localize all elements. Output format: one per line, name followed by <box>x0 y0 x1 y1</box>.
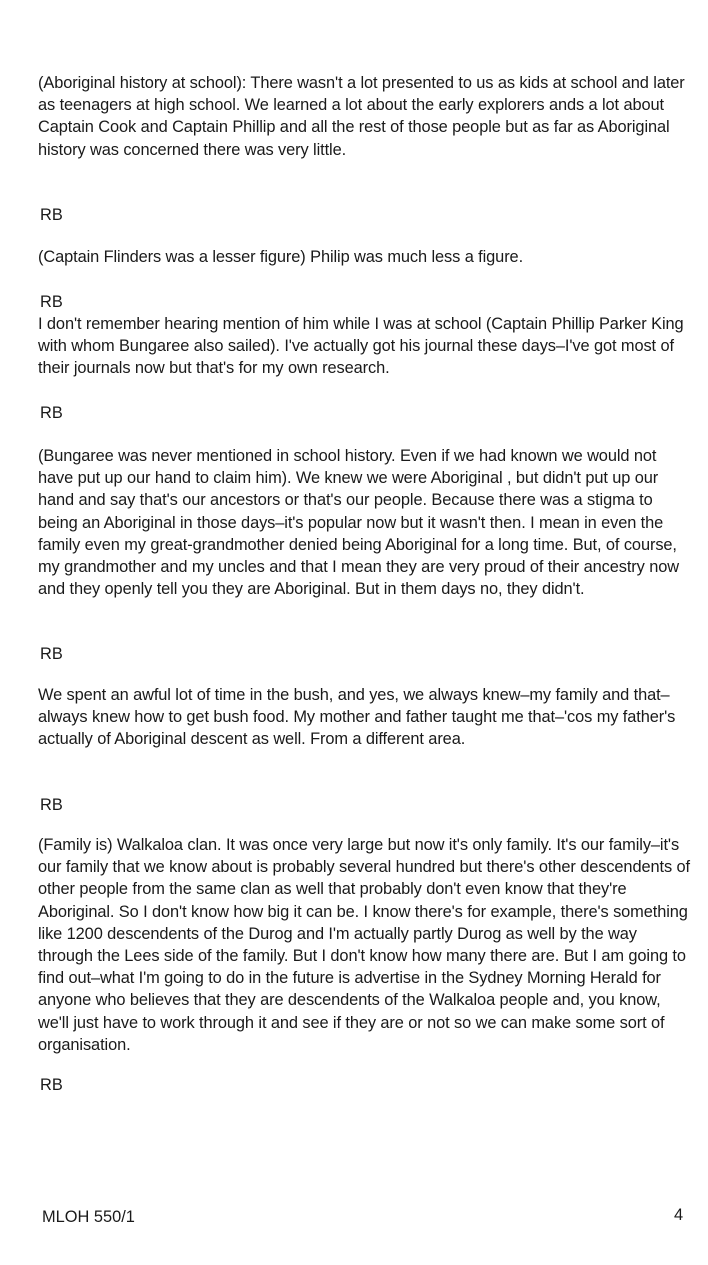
document-reference: MLOH 550/1 <box>42 1208 135 1226</box>
speaker-label: RB <box>40 645 63 663</box>
speaker-label: RB <box>40 1076 63 1094</box>
paragraph-walkaloa-clan: (Family is) Walkaloa clan. It was once very large but now it's only family. It's our family–it's our family that we know about is probably several hundred but there's other descendents of other people from the same clan as well that probably don't even know that they're Aboriginal. So I don't know how big it can be. I know there's for example, there's something like 1200 descendents of the Durog and I'm actually partly Durog as well by the way through the Lees side of the family. But I don't know how many there are. But I am going to find out–what I'm going to do in the future is advertise in the Sydney Morning Herald for anyone who believes that they are descendents of the Walkaloa people and, you know, we'll just have to work through it and see if they are or not so we can make some sort of organisation. <box>38 836 690 1054</box>
speaker-label: RB <box>40 293 63 311</box>
paragraph-bungaree: (Bungaree was never mentioned in school history. Even if we had known we would not have put up our hand to claim him). We knew we were Aboriginal , but didn't put up our hand and say that's our ancestors or that's our people. Because there was a stigma to being an Aboriginal in those days–it's popular now but it wasn't then. I mean in even the family even my great-grandmother denied being Aboriginal for a long time. But, of course, my grandmother and my uncles and that I mean they are very proud of their ancestry now and they openly tell you they are Aboriginal. But in them days no, they didn't. <box>38 447 679 599</box>
speaker-label: RB <box>40 404 63 422</box>
speaker-label: RB <box>40 206 63 224</box>
paragraph-captain-flinders: (Captain Flinders was a lesser figure) Philip was much less a figure. <box>38 248 524 266</box>
page-number: 4 <box>674 1206 684 1224</box>
paragraph-phillip-parker-king: I don't remember hearing mention of him while I was at school (Captain Phillip Parker King with whom Bungaree also sailed). I've actually got his journal these days–I've got most of their journals now but that's for my own research. <box>38 315 684 378</box>
speaker-label: RB <box>40 796 63 814</box>
paragraph-aboriginal-history: (Aboriginal history at school): There wasn't a lot presented to us as kids at school and later as teenagers at high school. We learned a lot about the early explorers ands a lot about Captain Cook and Captain Phillip and all the rest of those people but as far as Aboriginal history was concerned there was very little. <box>38 74 685 159</box>
paragraph-bush-food: We spent an awful lot of time in the bush, and yes, we always knew–my family and that–always knew how to get bush food. My mother and father taught me that–'cos my father's actually of Aboriginal descent as well. From a different area. <box>38 686 676 749</box>
